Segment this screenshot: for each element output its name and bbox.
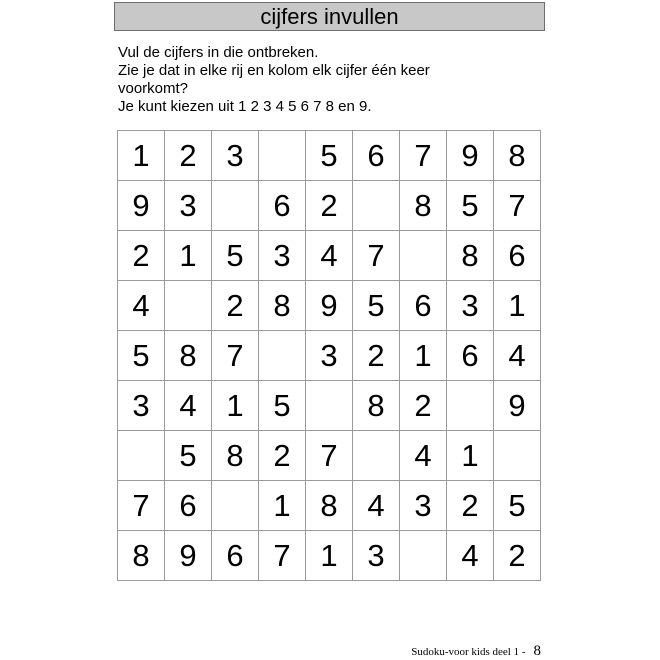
digit-cell: 5 xyxy=(494,481,541,531)
digit-cell: 4 xyxy=(353,481,400,531)
digit-cell: 5 xyxy=(165,431,212,481)
digit-cell: 8 xyxy=(494,131,541,181)
digit-cell: 9 xyxy=(118,181,165,231)
digit-cell: 8 xyxy=(259,281,306,331)
digit-cell: 7 xyxy=(306,431,353,481)
digit-cell: 2 xyxy=(306,181,353,231)
digit-cell: 1 xyxy=(400,331,447,381)
digit-cell: 6 xyxy=(400,281,447,331)
page-title-text: cijfers invullen xyxy=(260,3,399,29)
digit-cell: 8 xyxy=(400,181,447,231)
digit-cell: 8 xyxy=(212,431,259,481)
digit-cell: 3 xyxy=(447,281,494,331)
digit-cell: 6 xyxy=(259,181,306,231)
digit-cell: 2 xyxy=(259,431,306,481)
empty-cell[interactable] xyxy=(306,381,353,431)
grid-row xyxy=(118,131,541,181)
digit-cell: 1 xyxy=(165,231,212,281)
digit-cell: 9 xyxy=(447,131,494,181)
digit-cell: 4 xyxy=(118,281,165,331)
digit-cell: 6 xyxy=(212,531,259,581)
page-number: 8 xyxy=(533,643,541,659)
empty-cell[interactable] xyxy=(259,331,306,381)
digit-cell: 1 xyxy=(306,531,353,581)
digit-cell: 1 xyxy=(447,431,494,481)
digit-cell: 4 xyxy=(165,381,212,431)
digit-cell: 6 xyxy=(165,481,212,531)
digit-cell: 1 xyxy=(259,481,306,531)
instructions xyxy=(118,44,518,116)
empty-cell[interactable] xyxy=(353,181,400,231)
digit-cell: 2 xyxy=(165,131,212,181)
digit-cell: 3 xyxy=(165,181,212,231)
digit-cell: 1 xyxy=(494,281,541,331)
footer-label: Sudoku-voor kids deel 1 - xyxy=(411,646,526,658)
digit-cell: 2 xyxy=(353,331,400,381)
digit-cell: 7 xyxy=(353,231,400,281)
empty-cell[interactable] xyxy=(165,281,212,331)
page-title xyxy=(114,2,545,31)
grid-row xyxy=(118,531,541,581)
digit-cell: 2 xyxy=(447,481,494,531)
grid-row xyxy=(118,431,541,481)
digit-cell: 5 xyxy=(306,131,353,181)
page-footer xyxy=(411,643,541,660)
digit-cell: 2 xyxy=(494,531,541,581)
digit-cell: 8 xyxy=(118,531,165,581)
empty-cell[interactable] xyxy=(494,431,541,481)
digit-cell: 2 xyxy=(400,381,447,431)
digit-cell: 4 xyxy=(447,531,494,581)
empty-cell[interactable] xyxy=(118,431,165,481)
digit-cell: 5 xyxy=(259,381,306,431)
grid-row xyxy=(118,331,541,381)
digit-cell: 3 xyxy=(400,481,447,531)
grid-row xyxy=(118,381,541,431)
digit-cell: 7 xyxy=(400,131,447,181)
empty-cell[interactable] xyxy=(212,481,259,531)
digit-cell: 3 xyxy=(212,131,259,181)
empty-cell[interactable] xyxy=(353,431,400,481)
digit-cell: 9 xyxy=(494,381,541,431)
digit-cell: 5 xyxy=(447,181,494,231)
digit-cell: 8 xyxy=(306,481,353,531)
digit-cell: 4 xyxy=(494,331,541,381)
grid-row xyxy=(118,281,541,331)
digit-cell: 7 xyxy=(118,481,165,531)
digit-cell: 5 xyxy=(353,281,400,331)
digit-cell: 6 xyxy=(353,131,400,181)
digit-cell: 9 xyxy=(306,281,353,331)
empty-cell[interactable] xyxy=(259,131,306,181)
digit-cell: 3 xyxy=(353,531,400,581)
empty-cell[interactable] xyxy=(400,531,447,581)
grid-row xyxy=(118,481,541,531)
digit-cell: 2 xyxy=(212,281,259,331)
digit-cell: 2 xyxy=(118,231,165,281)
digit-cell: 5 xyxy=(118,331,165,381)
digit-cell: 7 xyxy=(259,531,306,581)
digit-cell: 8 xyxy=(353,381,400,431)
digit-cell: 8 xyxy=(447,231,494,281)
empty-cell[interactable] xyxy=(447,381,494,431)
digit-cell: 1 xyxy=(118,131,165,181)
digit-cell: 1 xyxy=(212,381,259,431)
grid-row xyxy=(118,231,541,281)
digit-cell: 5 xyxy=(212,231,259,281)
instruction-line: Zie je dat in elke rij en kolom elk cijfer één keer xyxy=(118,62,430,79)
instruction-line: voorkomt? xyxy=(118,80,189,97)
instruction-line: Je kunt kiezen uit 1 2 3 4 5 6 7 8 en 9. xyxy=(118,98,372,115)
empty-cell[interactable] xyxy=(212,181,259,231)
digit-cell: 7 xyxy=(494,181,541,231)
digit-cell: 3 xyxy=(306,331,353,381)
digit-cell: 6 xyxy=(494,231,541,281)
empty-cell[interactable] xyxy=(400,231,447,281)
digit-cell: 3 xyxy=(259,231,306,281)
sudoku-grid xyxy=(117,130,541,581)
grid-row xyxy=(118,181,541,231)
digit-cell: 4 xyxy=(306,231,353,281)
digit-cell: 7 xyxy=(212,331,259,381)
instruction-line: Vul de cijfers in die ontbreken. xyxy=(118,44,319,61)
digit-cell: 8 xyxy=(165,331,212,381)
digit-cell: 3 xyxy=(118,381,165,431)
digit-cell: 9 xyxy=(165,531,212,581)
digit-cell: 4 xyxy=(400,431,447,481)
digit-cell: 6 xyxy=(447,331,494,381)
